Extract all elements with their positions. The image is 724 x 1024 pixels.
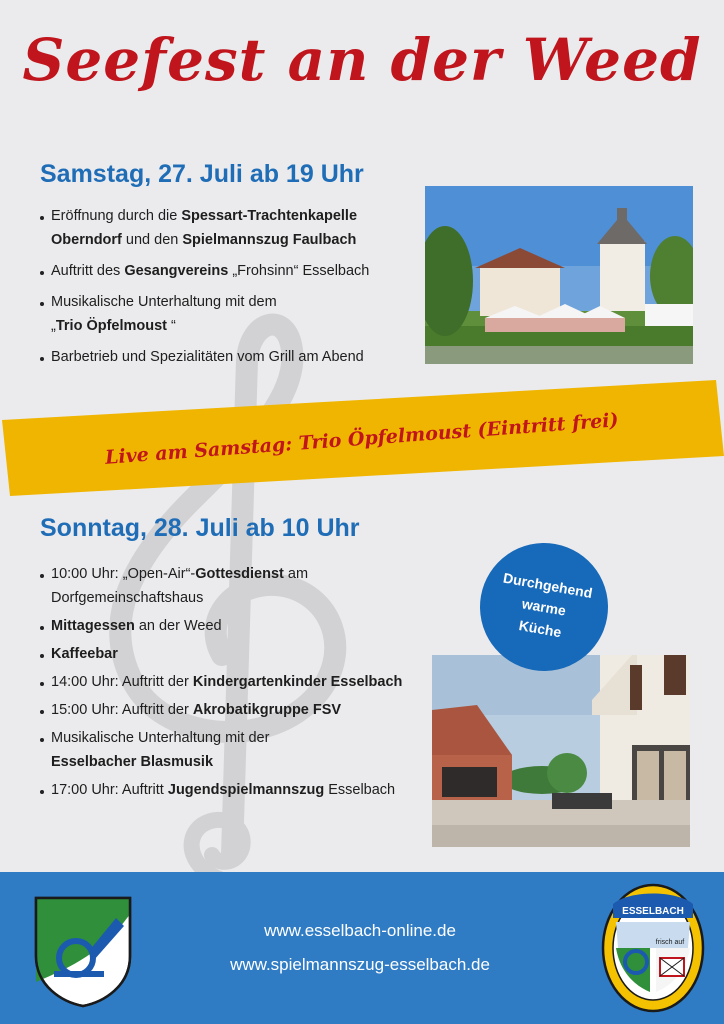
banner-text: Live am Samstag: Trio Öpfelmoust (Eintritt frei) bbox=[104, 409, 620, 469]
sunday-photo bbox=[432, 655, 690, 847]
list-item: Barbetrieb und Spezialitäten vom Grill am Abend bbox=[40, 345, 369, 369]
badge-line: warme bbox=[520, 595, 568, 619]
emblem-motto: frisch auf bbox=[655, 939, 685, 946]
list-item: 15:00 Uhr: Auftritt der Akrobatikgruppe FSV bbox=[40, 698, 402, 722]
list-item: Mittagessen an der Weed bbox=[40, 614, 402, 638]
website-link-spielmannszug[interactable]: www.spielmannszug-esselbach.de bbox=[230, 955, 490, 974]
sunday-heading: Sonntag, 28. Juli ab 10 Uhr bbox=[40, 514, 360, 542]
saturday-photo bbox=[425, 186, 693, 364]
footer bbox=[0, 872, 724, 1024]
list-item: Musikalische Unterhaltung mit der Esselbacher Blasmusik bbox=[40, 726, 402, 774]
sunday-program-list bbox=[40, 562, 402, 806]
drum-emblem-icon bbox=[600, 882, 706, 1014]
page-title: Seefest an der Weed bbox=[22, 26, 702, 94]
footer-links bbox=[160, 914, 560, 982]
list-item: 14:00 Uhr: Auftritt der Kindergartenkinder Esselbach bbox=[40, 670, 402, 694]
list-item: Musikalische Unterhaltung mit dem „Trio Öpfelmoust “ bbox=[40, 290, 369, 338]
posthorn-coat-of-arms-icon bbox=[34, 896, 132, 1008]
saturday-program-list bbox=[40, 204, 369, 376]
badge-line: Küche bbox=[517, 617, 563, 641]
emblem-text: ESSELBACH bbox=[622, 906, 684, 917]
list-item: 17:00 Uhr: Auftritt Jugendspielmannszug Esselbach bbox=[40, 778, 402, 802]
list-item: Kaffeebar bbox=[40, 642, 402, 666]
saturday-heading: Samstag, 27. Juli ab 19 Uhr bbox=[40, 160, 364, 188]
badge-line: Durchgehend bbox=[501, 569, 594, 602]
website-link-esselbach[interactable]: www.esselbach-online.de bbox=[264, 921, 456, 940]
list-item: 10:00 Uhr: „Open-Air“-Gottesdienst am Dorfgemeinschaftshaus bbox=[40, 562, 402, 610]
list-item: Auftritt des Gesangvereins „Frohsinn“ Esselbach bbox=[40, 259, 369, 283]
list-item: Eröffnung durch die Spessart-Trachtenkapelle Oberndorf und den Spielmannszug Faulbach bbox=[40, 204, 369, 252]
